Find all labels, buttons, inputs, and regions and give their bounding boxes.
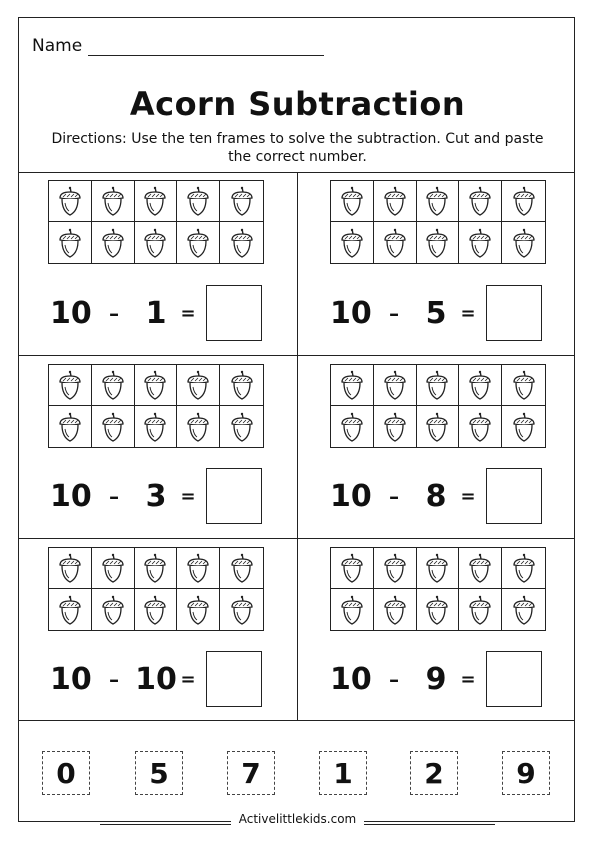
acorn-icon: [185, 185, 211, 217]
ten-frame-box: [374, 365, 417, 406]
name-line[interactable]: [88, 37, 324, 56]
ten-frame-box: [49, 589, 92, 630]
minus-sign: -: [108, 661, 120, 697]
ten-frame-box: [374, 406, 417, 447]
answer-box[interactable]: [206, 651, 262, 707]
ten-frame-box: [220, 589, 263, 630]
ten-frame-box: [502, 548, 545, 589]
acorn-icon: [185, 594, 211, 626]
ten-frame-box: [502, 589, 545, 630]
minuend: 10: [330, 478, 372, 514]
equals-sign: =: [460, 668, 476, 690]
acorn-icon: [185, 227, 211, 259]
ten-frame-box: [502, 181, 545, 222]
ten-frame-box: [502, 406, 545, 447]
ten-frame-box: [459, 222, 502, 263]
acorn-icon: [142, 185, 168, 217]
acorn-icon: [57, 552, 83, 584]
ten-frame-box: [459, 406, 502, 447]
equals-sign: =: [180, 485, 196, 507]
acorn-icon: [229, 552, 255, 584]
acorn-icon: [185, 369, 211, 401]
ten-frame-box: [177, 365, 220, 406]
answer-box[interactable]: [206, 468, 262, 524]
acorn-icon: [142, 552, 168, 584]
equals-sign: =: [180, 668, 196, 690]
acorn-icon: [339, 594, 365, 626]
minus-sign: -: [108, 478, 120, 514]
ten-frame-box: [49, 181, 92, 222]
ten-frame-box: [92, 406, 135, 447]
ten-frame-box: [49, 365, 92, 406]
ten-frame-box: [417, 548, 460, 589]
ten-frame-box: [220, 181, 263, 222]
ten-frame-box: [92, 181, 135, 222]
cutout-card[interactable]: 1: [319, 751, 367, 795]
ten-frame-box: [374, 548, 417, 589]
problem-cell: [297, 538, 576, 721]
acorn-icon: [467, 185, 493, 217]
acorn-icon: [467, 411, 493, 443]
footer: [0, 812, 595, 826]
acorn-icon: [185, 411, 211, 443]
ten-frame-box: [417, 365, 460, 406]
footer-site: Activelittlekids.com: [231, 812, 365, 826]
acorn-icon: [100, 369, 126, 401]
acorn-icon: [100, 227, 126, 259]
answer-box[interactable]: [486, 285, 542, 341]
acorn-icon: [382, 185, 408, 217]
ten-frame: [330, 547, 546, 631]
ten-frame-box: [502, 365, 545, 406]
ten-frame-box: [220, 406, 263, 447]
acorn-icon: [57, 594, 83, 626]
acorn-icon: [467, 594, 493, 626]
ten-frame: [330, 180, 546, 264]
cutout-card[interactable]: 7: [227, 751, 275, 795]
acorn-icon: [511, 594, 537, 626]
ten-frame-box: [135, 222, 178, 263]
ten-frame-box: [331, 222, 374, 263]
acorn-icon: [382, 411, 408, 443]
minuend: 10: [50, 295, 92, 331]
acorn-icon: [424, 185, 450, 217]
problem-cell: [297, 355, 576, 538]
ten-frame-box: [417, 406, 460, 447]
acorn-icon: [57, 411, 83, 443]
cutout-card[interactable]: 9: [502, 751, 550, 795]
minuend: 10: [50, 661, 92, 697]
ten-frame-box: [459, 181, 502, 222]
subtrahend: 1: [145, 295, 167, 331]
cutout-card[interactable]: 0: [42, 751, 90, 795]
acorn-icon: [229, 594, 255, 626]
acorn-icon: [142, 594, 168, 626]
acorn-icon: [229, 369, 255, 401]
ten-frame: [330, 364, 546, 448]
ten-frame-box: [177, 548, 220, 589]
ten-frame-box: [49, 406, 92, 447]
ten-frame-box: [220, 365, 263, 406]
ten-frame-box: [502, 222, 545, 263]
acorn-icon: [339, 227, 365, 259]
acorn-icon: [511, 411, 537, 443]
subtrahend: 5: [425, 295, 447, 331]
acorn-icon: [57, 185, 83, 217]
ten-frame: [48, 547, 264, 631]
ten-frame-box: [331, 406, 374, 447]
minus-sign: -: [388, 661, 400, 697]
ten-frame-box: [92, 589, 135, 630]
name-field: [32, 36, 324, 56]
answer-box[interactable]: [486, 651, 542, 707]
acorn-icon: [467, 552, 493, 584]
ten-frame-box: [331, 548, 374, 589]
acorn-icon: [229, 185, 255, 217]
ten-frame-box: [177, 181, 220, 222]
acorn-icon: [100, 411, 126, 443]
acorn-icon: [382, 369, 408, 401]
ten-frame-box: [459, 548, 502, 589]
equals-sign: =: [460, 302, 476, 324]
ten-frame-box: [374, 222, 417, 263]
ten-frame-box: [92, 365, 135, 406]
acorn-icon: [339, 369, 365, 401]
acorn-icon: [511, 185, 537, 217]
equation: [298, 468, 577, 524]
ten-frame-box: [49, 548, 92, 589]
ten-frame-box: [92, 222, 135, 263]
ten-frame: [48, 180, 264, 264]
acorn-icon: [511, 227, 537, 259]
acorn-icon: [339, 185, 365, 217]
cutout-row: [18, 735, 575, 813]
page-title: Acorn Subtraction: [129, 85, 466, 123]
acorn-icon: [229, 411, 255, 443]
ten-frame-box: [374, 589, 417, 630]
acorn-icon: [382, 594, 408, 626]
acorn-icon: [424, 369, 450, 401]
equation: [298, 285, 577, 341]
acorn-icon: [424, 552, 450, 584]
problem-cell: [297, 172, 576, 355]
acorn-icon: [424, 594, 450, 626]
ten-frame-box: [417, 222, 460, 263]
acorn-icon: [467, 227, 493, 259]
ten-frame-box: [220, 222, 263, 263]
minuend: 10: [330, 661, 372, 697]
subtrahend: 10: [135, 661, 177, 697]
acorn-icon: [100, 185, 126, 217]
acorn-icon: [511, 369, 537, 401]
equation: [298, 651, 577, 707]
ten-frame-box: [135, 548, 178, 589]
directions-text: Directions: Use the ten frames to solve the subtraction. Cut and paste the correct number.: [51, 131, 544, 165]
acorn-icon: [142, 411, 168, 443]
cutout-card[interactable]: 2: [410, 751, 458, 795]
ten-frame-box: [135, 406, 178, 447]
name-label: Name: [32, 36, 83, 56]
acorn-icon: [382, 552, 408, 584]
acorn-icon: [382, 227, 408, 259]
ten-frame-box: [417, 181, 460, 222]
ten-frame-box: [331, 181, 374, 222]
acorn-icon: [424, 227, 450, 259]
ten-frame-box: [459, 365, 502, 406]
minuend: 10: [330, 295, 372, 331]
acorn-icon: [57, 227, 83, 259]
minus-sign: -: [388, 295, 400, 331]
problem-cell: [18, 538, 297, 721]
cutout-card[interactable]: 5: [135, 751, 183, 795]
ten-frame-box: [177, 406, 220, 447]
ten-frame-box: [459, 589, 502, 630]
ten-frame-box: [135, 181, 178, 222]
equation: [18, 651, 297, 707]
ten-frame-box: [374, 181, 417, 222]
acorn-icon: [100, 552, 126, 584]
subtrahend: 9: [425, 661, 447, 697]
minus-sign: -: [388, 478, 400, 514]
equals-sign: =: [460, 485, 476, 507]
answer-box[interactable]: [206, 285, 262, 341]
problem-cell: [18, 355, 297, 538]
ten-frame-box: [49, 222, 92, 263]
ten-frame-box: [220, 548, 263, 589]
ten-frame-box: [92, 548, 135, 589]
ten-frame-box: [177, 589, 220, 630]
acorn-icon: [467, 369, 493, 401]
acorn-icon: [339, 552, 365, 584]
acorn-icon: [142, 369, 168, 401]
ten-frame-box: [177, 222, 220, 263]
acorn-icon: [142, 227, 168, 259]
ten-frame-box: [331, 589, 374, 630]
ten-frame-box: [135, 365, 178, 406]
acorn-icon: [511, 552, 537, 584]
ten-frame-box: [331, 365, 374, 406]
minuend: 10: [50, 478, 92, 514]
answer-box[interactable]: [486, 468, 542, 524]
acorn-icon: [339, 411, 365, 443]
acorn-icon: [57, 369, 83, 401]
ten-frame-box: [417, 589, 460, 630]
acorn-icon: [100, 594, 126, 626]
minus-sign: -: [108, 295, 120, 331]
ten-frame-box: [135, 589, 178, 630]
acorn-icon: [229, 227, 255, 259]
equation: [18, 285, 297, 341]
equals-sign: =: [180, 302, 196, 324]
problem-cell: [18, 172, 297, 355]
acorn-icon: [424, 411, 450, 443]
subtrahend: 3: [145, 478, 167, 514]
subtrahend: 8: [425, 478, 447, 514]
acorn-icon: [185, 552, 211, 584]
ten-frame: [48, 364, 264, 448]
equation: [18, 468, 297, 524]
